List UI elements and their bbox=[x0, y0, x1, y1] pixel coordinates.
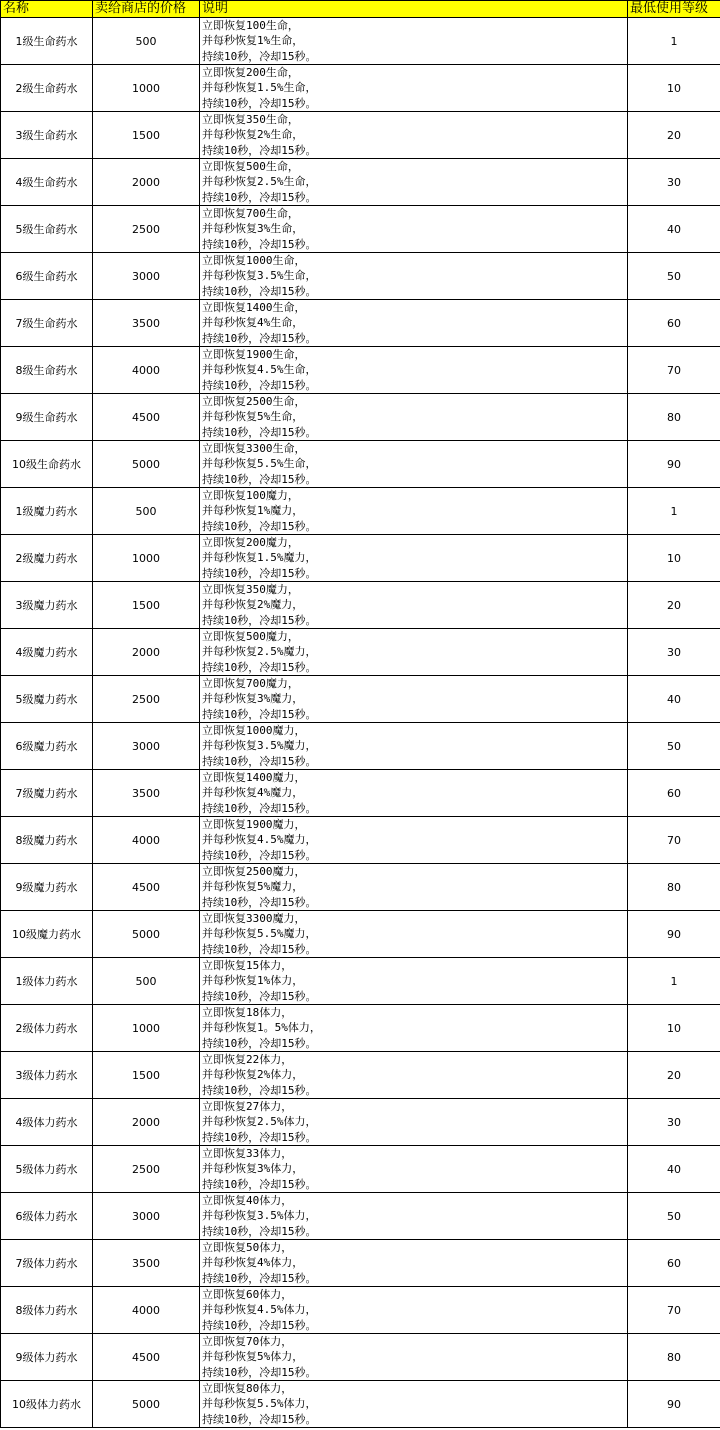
cell-price[interactable]: 500 bbox=[93, 18, 200, 65]
cell-price[interactable]: 4000 bbox=[93, 817, 200, 864]
description-line: 立即恢复3300生命， bbox=[202, 442, 306, 455]
cell-name[interactable]: 5级体力药水 bbox=[1, 1146, 93, 1193]
cell-price[interactable]: 3000 bbox=[93, 1193, 200, 1240]
table-row bbox=[1, 629, 720, 676]
header-price[interactable]: 卖给商店的价格 bbox=[93, 1, 200, 18]
cell-description[interactable] bbox=[200, 676, 628, 723]
cell-name[interactable]: 10级魔力药水 bbox=[1, 911, 93, 958]
cell-description[interactable] bbox=[200, 112, 628, 159]
table-row bbox=[1, 1240, 720, 1287]
description-line: 持续10秒，冷却15秒。 bbox=[202, 190, 317, 204]
description-line: 并每秒恢复2%魔力， bbox=[202, 598, 304, 612]
cell-name[interactable]: 8级体力药水 bbox=[1, 1287, 93, 1334]
table-row bbox=[1, 817, 720, 864]
description-line: 并每秒恢复2%体力， bbox=[202, 1068, 304, 1082]
table-row bbox=[1, 394, 720, 441]
description-line: 并每秒恢复5.5%生命， bbox=[202, 457, 317, 471]
cell-description[interactable] bbox=[200, 206, 628, 253]
table-row bbox=[1, 535, 720, 582]
description-line: 并每秒恢复3.5%魔力， bbox=[202, 739, 317, 753]
description-line: 持续10秒，冷却15秒。 bbox=[202, 1318, 317, 1332]
table-row bbox=[1, 206, 720, 253]
description-line: 持续10秒，冷却15秒。 bbox=[202, 472, 317, 486]
description-line: 立即恢复70体力， bbox=[202, 1335, 293, 1348]
description-line: 立即恢复27体力， bbox=[202, 1100, 293, 1113]
description-line: 并每秒恢复5%生命， bbox=[202, 410, 304, 424]
description-line: 持续10秒，冷却15秒。 bbox=[202, 566, 317, 580]
description-line: 持续10秒，冷却15秒。 bbox=[202, 989, 317, 1003]
description-line: 立即恢复50体力， bbox=[202, 1241, 293, 1254]
description-line: 持续10秒，冷却15秒。 bbox=[202, 848, 317, 862]
cell-price[interactable]: 4500 bbox=[93, 394, 200, 441]
cell-min-level[interactable]: 70 bbox=[628, 1287, 720, 1334]
description-line: 并每秒恢复4%生命， bbox=[202, 316, 304, 330]
cell-description[interactable] bbox=[200, 864, 628, 911]
cell-name[interactable]: 3级体力药水 bbox=[1, 1052, 93, 1099]
table-row bbox=[1, 253, 720, 300]
description-line: 立即恢复2500生命， bbox=[202, 395, 306, 408]
description-line: 立即恢复1400生命， bbox=[202, 301, 306, 314]
cell-min-level[interactable]: 50 bbox=[628, 1193, 720, 1240]
description-line: 并每秒恢复1。5%体力， bbox=[202, 1021, 321, 1035]
cell-description[interactable] bbox=[200, 535, 628, 582]
description-line: 立即恢复33体力， bbox=[202, 1147, 293, 1160]
cell-price[interactable]: 1000 bbox=[93, 1005, 200, 1052]
cell-min-level[interactable]: 80 bbox=[628, 864, 720, 911]
cell-min-level[interactable]: 20 bbox=[628, 1052, 720, 1099]
description-line: 立即恢复22体力， bbox=[202, 1053, 293, 1066]
cell-price[interactable]: 1000 bbox=[93, 535, 200, 582]
cell-description[interactable] bbox=[200, 347, 628, 394]
table-row bbox=[1, 1287, 720, 1334]
description-line: 并每秒恢复4%体力， bbox=[202, 1256, 304, 1270]
description-line: 并每秒恢复2.5%魔力， bbox=[202, 645, 317, 659]
cell-price[interactable]: 1500 bbox=[93, 1052, 200, 1099]
description-line: 立即恢复500生命， bbox=[202, 160, 299, 173]
description-line: 立即恢复1400魔力， bbox=[202, 771, 306, 784]
cell-description[interactable] bbox=[200, 394, 628, 441]
description-line: 立即恢复1000生命， bbox=[202, 254, 306, 267]
description-line: 立即恢复700生命， bbox=[202, 207, 299, 220]
cell-min-level[interactable]: 20 bbox=[628, 582, 720, 629]
table-row bbox=[1, 1381, 720, 1428]
table-row bbox=[1, 300, 720, 347]
description-line: 立即恢复100生命， bbox=[202, 19, 299, 32]
cell-name[interactable]: 3级魔力药水 bbox=[1, 582, 93, 629]
cell-description[interactable] bbox=[200, 18, 628, 65]
cell-description[interactable] bbox=[200, 1240, 628, 1287]
cell-description[interactable] bbox=[200, 1193, 628, 1240]
cell-min-level[interactable]: 30 bbox=[628, 159, 720, 206]
cell-price[interactable]: 2500 bbox=[93, 206, 200, 253]
description-line: 并每秒恢复2.5%体力， bbox=[202, 1115, 317, 1129]
cell-price[interactable]: 4000 bbox=[93, 1287, 200, 1334]
cell-price[interactable]: 2000 bbox=[93, 159, 200, 206]
header-min-level[interactable]: 最低使用等级 bbox=[628, 1, 720, 18]
cell-min-level[interactable]: 40 bbox=[628, 206, 720, 253]
cell-min-level[interactable]: 90 bbox=[628, 1381, 720, 1428]
table-row bbox=[1, 911, 720, 958]
description-line: 并每秒恢复1.5%魔力， bbox=[202, 551, 317, 565]
table-row bbox=[1, 159, 720, 206]
table-row bbox=[1, 347, 720, 394]
description-line: 持续10秒，冷却15秒。 bbox=[202, 1036, 317, 1050]
description-line: 持续10秒，冷却15秒。 bbox=[202, 237, 317, 251]
cell-name[interactable]: 6级体力药水 bbox=[1, 1193, 93, 1240]
header-row bbox=[1, 1, 720, 18]
cell-min-level[interactable]: 40 bbox=[628, 1146, 720, 1193]
description-line: 持续10秒，冷却15秒。 bbox=[202, 801, 317, 815]
cell-min-level[interactable]: 80 bbox=[628, 394, 720, 441]
table-body bbox=[1, 18, 720, 1428]
description-line: 立即恢复350魔力， bbox=[202, 583, 299, 596]
cell-description[interactable] bbox=[200, 1146, 628, 1193]
description-line: 持续10秒，冷却15秒。 bbox=[202, 942, 317, 956]
description-line: 持续10秒，冷却15秒。 bbox=[202, 1365, 317, 1379]
cell-min-level[interactable]: 90 bbox=[628, 911, 720, 958]
description-line: 持续10秒，冷却15秒。 bbox=[202, 331, 317, 345]
cell-name[interactable]: 9级生命药水 bbox=[1, 394, 93, 441]
table-row bbox=[1, 770, 720, 817]
cell-price[interactable]: 4000 bbox=[93, 347, 200, 394]
cell-name[interactable]: 4级魔力药水 bbox=[1, 629, 93, 676]
cell-name[interactable]: 3级生命药水 bbox=[1, 112, 93, 159]
cell-price[interactable]: 3500 bbox=[93, 300, 200, 347]
cell-description[interactable] bbox=[200, 911, 628, 958]
description-line: 持续10秒，冷却15秒。 bbox=[202, 1224, 317, 1238]
description-line: 并每秒恢复3%体力， bbox=[202, 1162, 304, 1176]
cell-price[interactable]: 2000 bbox=[93, 1099, 200, 1146]
description-line: 持续10秒，冷却15秒。 bbox=[202, 1177, 317, 1191]
cell-description[interactable] bbox=[200, 582, 628, 629]
cell-description[interactable] bbox=[200, 1052, 628, 1099]
cell-price[interactable]: 3000 bbox=[93, 723, 200, 770]
cell-name[interactable]: 1级魔力药水 bbox=[1, 488, 93, 535]
table-row bbox=[1, 112, 720, 159]
cell-description[interactable] bbox=[200, 159, 628, 206]
cell-price[interactable]: 500 bbox=[93, 488, 200, 535]
cell-name[interactable]: 1级生命药水 bbox=[1, 18, 93, 65]
description-line: 立即恢复1000魔力， bbox=[202, 724, 306, 737]
table-row bbox=[1, 676, 720, 723]
cell-name[interactable]: 7级体力药水 bbox=[1, 1240, 93, 1287]
cell-description[interactable] bbox=[200, 1334, 628, 1381]
cell-min-level[interactable]: 50 bbox=[628, 253, 720, 300]
table-row bbox=[1, 1146, 720, 1193]
cell-name[interactable]: 4级生命药水 bbox=[1, 159, 93, 206]
description-line: 立即恢复3300魔力， bbox=[202, 912, 306, 925]
cell-description[interactable] bbox=[200, 770, 628, 817]
description-line: 立即恢复500魔力， bbox=[202, 630, 299, 643]
cell-name[interactable]: 5级魔力药水 bbox=[1, 676, 93, 723]
table-row bbox=[1, 1334, 720, 1381]
cell-price[interactable]: 3500 bbox=[93, 1240, 200, 1287]
table-row bbox=[1, 18, 720, 65]
cell-price[interactable]: 5000 bbox=[93, 1381, 200, 1428]
cell-price[interactable]: 2500 bbox=[93, 676, 200, 723]
description-line: 持续10秒，冷却15秒。 bbox=[202, 143, 317, 157]
cell-description[interactable] bbox=[200, 300, 628, 347]
description-line: 立即恢复1900魔力， bbox=[202, 818, 306, 831]
cell-min-level[interactable]: 60 bbox=[628, 300, 720, 347]
description-line: 并每秒恢复1%魔力， bbox=[202, 504, 304, 518]
description-line: 持续10秒，冷却15秒。 bbox=[202, 1083, 317, 1097]
cell-min-level[interactable]: 1 bbox=[628, 488, 720, 535]
cell-name[interactable]: 9级体力药水 bbox=[1, 1334, 93, 1381]
cell-min-level[interactable]: 30 bbox=[628, 1099, 720, 1146]
cell-name[interactable]: 2级魔力药水 bbox=[1, 535, 93, 582]
description-line: 并每秒恢复1%体力， bbox=[202, 974, 304, 988]
description-line: 立即恢复700魔力， bbox=[202, 677, 299, 690]
cell-description[interactable] bbox=[200, 1381, 628, 1428]
cell-name[interactable]: 2级体力药水 bbox=[1, 1005, 93, 1052]
table-row bbox=[1, 65, 720, 112]
table-header bbox=[1, 1, 720, 18]
description-line: 并每秒恢复3%魔力， bbox=[202, 692, 304, 706]
description-line: 持续10秒，冷却15秒。 bbox=[202, 1130, 317, 1144]
cell-min-level[interactable]: 90 bbox=[628, 441, 720, 488]
table-row bbox=[1, 864, 720, 911]
cell-description[interactable] bbox=[200, 629, 628, 676]
description-line: 并每秒恢复3.5%生命， bbox=[202, 269, 317, 283]
cell-min-level[interactable]: 10 bbox=[628, 1005, 720, 1052]
description-line: 并每秒恢复5%魔力， bbox=[202, 880, 304, 894]
description-line: 持续10秒，冷却15秒。 bbox=[202, 1412, 317, 1426]
cell-price[interactable]: 3000 bbox=[93, 253, 200, 300]
table-row bbox=[1, 1052, 720, 1099]
cell-description[interactable] bbox=[200, 1287, 628, 1334]
description-line: 持续10秒，冷却15秒。 bbox=[202, 519, 317, 533]
cell-description[interactable] bbox=[200, 723, 628, 770]
description-line: 并每秒恢复5%体力， bbox=[202, 1350, 304, 1364]
cell-min-level[interactable]: 10 bbox=[628, 65, 720, 112]
description-line: 持续10秒，冷却15秒。 bbox=[202, 754, 317, 768]
description-line: 并每秒恢复5.5%魔力， bbox=[202, 927, 317, 941]
description-line: 持续10秒，冷却15秒。 bbox=[202, 378, 317, 392]
table-row bbox=[1, 488, 720, 535]
table-row bbox=[1, 1193, 720, 1240]
cell-price[interactable]: 1500 bbox=[93, 112, 200, 159]
cell-description[interactable] bbox=[200, 817, 628, 864]
cell-min-level[interactable]: 1 bbox=[628, 958, 720, 1005]
description-line: 立即恢复40体力， bbox=[202, 1194, 293, 1207]
description-line: 并每秒恢复4.5%魔力， bbox=[202, 833, 317, 847]
cell-min-level[interactable]: 50 bbox=[628, 723, 720, 770]
header-description[interactable]: 说明 bbox=[200, 1, 628, 18]
description-line: 持续10秒，冷却15秒。 bbox=[202, 660, 317, 674]
cell-min-level[interactable]: 1 bbox=[628, 18, 720, 65]
cell-name[interactable]: 10级体力药水 bbox=[1, 1381, 93, 1428]
cell-description[interactable] bbox=[200, 1005, 628, 1052]
description-line: 立即恢复100魔力， bbox=[202, 489, 299, 502]
cell-name[interactable]: 8级生命药水 bbox=[1, 347, 93, 394]
description-line: 并每秒恢复1%生命， bbox=[202, 34, 304, 48]
description-line: 并每秒恢复2%生命， bbox=[202, 128, 304, 142]
description-line: 立即恢复1900生命， bbox=[202, 348, 306, 361]
description-line: 并每秒恢复5.5%体力， bbox=[202, 1397, 317, 1411]
table-row bbox=[1, 958, 720, 1005]
cell-name[interactable]: 9级魔力药水 bbox=[1, 864, 93, 911]
cell-name[interactable]: 6级魔力药水 bbox=[1, 723, 93, 770]
cell-name[interactable]: 7级魔力药水 bbox=[1, 770, 93, 817]
cell-name[interactable]: 8级魔力药水 bbox=[1, 817, 93, 864]
description-line: 并每秒恢复3%生命， bbox=[202, 222, 304, 236]
cell-name[interactable]: 4级体力药水 bbox=[1, 1099, 93, 1146]
table-row bbox=[1, 582, 720, 629]
cell-price[interactable]: 2500 bbox=[93, 1146, 200, 1193]
description-line: 持续10秒，冷却15秒。 bbox=[202, 707, 317, 721]
description-line: 立即恢复2500魔力， bbox=[202, 865, 306, 878]
cell-min-level[interactable]: 70 bbox=[628, 817, 720, 864]
cell-description[interactable] bbox=[200, 958, 628, 1005]
description-line: 并每秒恢复1.5%生命， bbox=[202, 81, 317, 95]
cell-description[interactable] bbox=[200, 1099, 628, 1146]
cell-price[interactable]: 3500 bbox=[93, 770, 200, 817]
cell-price[interactable]: 2000 bbox=[93, 629, 200, 676]
cell-min-level[interactable]: 40 bbox=[628, 676, 720, 723]
cell-price[interactable]: 4500 bbox=[93, 1334, 200, 1381]
description-line: 立即恢复15体力， bbox=[202, 959, 293, 972]
cell-name[interactable]: 6级生命药水 bbox=[1, 253, 93, 300]
cell-name[interactable]: 2级生命药水 bbox=[1, 65, 93, 112]
description-line: 持续10秒，冷却15秒。 bbox=[202, 1271, 317, 1285]
cell-description[interactable] bbox=[200, 441, 628, 488]
cell-price[interactable]: 1000 bbox=[93, 65, 200, 112]
cell-name[interactable]: 1级体力药水 bbox=[1, 958, 93, 1005]
table-row bbox=[1, 1099, 720, 1146]
description-line: 并每秒恢复2.5%生命， bbox=[202, 175, 317, 189]
cell-price[interactable]: 5000 bbox=[93, 911, 200, 958]
description-line: 持续10秒，冷却15秒。 bbox=[202, 895, 317, 909]
cell-min-level[interactable]: 20 bbox=[628, 112, 720, 159]
cell-min-level[interactable]: 80 bbox=[628, 1334, 720, 1381]
description-line: 立即恢复200生命， bbox=[202, 66, 299, 79]
description-line: 并每秒恢复4.5%体力， bbox=[202, 1303, 317, 1317]
description-line: 并每秒恢复4.5%生命， bbox=[202, 363, 317, 377]
cell-name[interactable]: 10级生命药水 bbox=[1, 441, 93, 488]
description-line: 持续10秒，冷却15秒。 bbox=[202, 49, 317, 63]
description-line: 持续10秒，冷却15秒。 bbox=[202, 613, 317, 627]
table-row bbox=[1, 441, 720, 488]
description-line: 立即恢复60体力， bbox=[202, 1288, 293, 1301]
description-line: 持续10秒，冷却15秒。 bbox=[202, 425, 317, 439]
description-line: 并每秒恢复3.5%体力， bbox=[202, 1209, 317, 1223]
cell-price[interactable]: 5000 bbox=[93, 441, 200, 488]
description-line: 立即恢复80体力， bbox=[202, 1382, 293, 1395]
cell-name[interactable]: 5级生命药水 bbox=[1, 206, 93, 253]
description-line: 立即恢复18体力， bbox=[202, 1006, 293, 1019]
cell-min-level[interactable]: 10 bbox=[628, 535, 720, 582]
header-name[interactable]: 名称 bbox=[1, 1, 93, 18]
description-line: 立即恢复350生命， bbox=[202, 113, 299, 126]
cell-min-level[interactable]: 60 bbox=[628, 770, 720, 817]
cell-description[interactable] bbox=[200, 488, 628, 535]
description-line: 并每秒恢复4%魔力， bbox=[202, 786, 304, 800]
description-line: 立即恢复200魔力， bbox=[202, 536, 299, 549]
description-line: 持续10秒，冷却15秒。 bbox=[202, 96, 317, 110]
cell-description[interactable] bbox=[200, 65, 628, 112]
table-row bbox=[1, 1005, 720, 1052]
cell-price[interactable]: 1500 bbox=[93, 582, 200, 629]
cell-price[interactable]: 4500 bbox=[93, 864, 200, 911]
description-line: 持续10秒，冷却15秒。 bbox=[202, 284, 317, 298]
cell-description[interactable] bbox=[200, 253, 628, 300]
cell-price[interactable]: 500 bbox=[93, 958, 200, 1005]
table-row bbox=[1, 723, 720, 770]
cell-min-level[interactable]: 60 bbox=[628, 1240, 720, 1287]
cell-min-level[interactable]: 30 bbox=[628, 629, 720, 676]
cell-name[interactable]: 7级生命药水 bbox=[1, 300, 93, 347]
cell-min-level[interactable]: 70 bbox=[628, 347, 720, 394]
